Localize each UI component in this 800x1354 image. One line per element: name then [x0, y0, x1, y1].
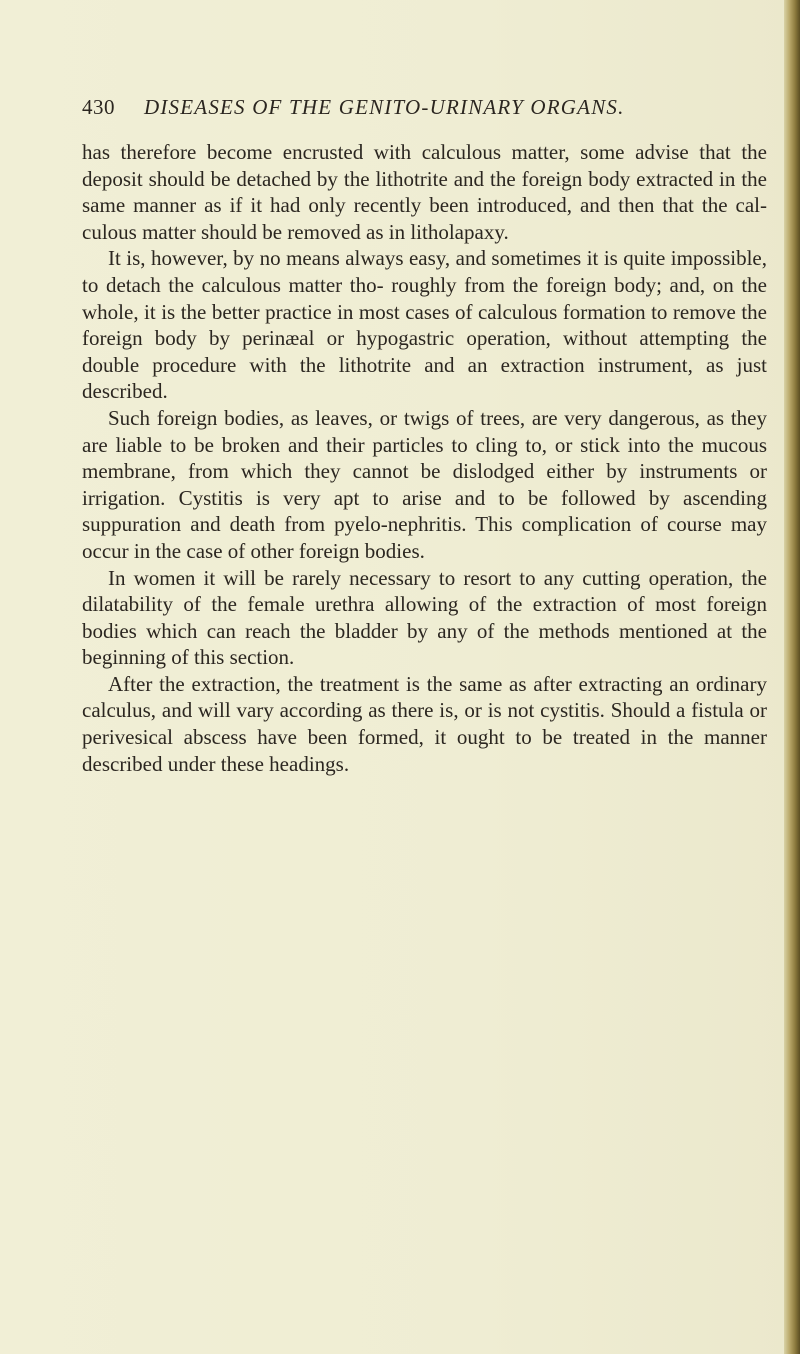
- running-header: [82, 92, 722, 122]
- paragraph: has therefore become encrusted with calculous matter, some advise that the deposit should be detached by the lithotrite and the foreign body extracted in the same manner as if it had only recently been introduced, and then that the cal- culous matter should be removed as in litholapaxy.: [82, 140, 767, 244]
- paragraph: Such foreign bodies, as leaves, or twigs of trees, are very dangerous, as they are liable to be broken and their particles to cling to, or stick into the mucous membrane, from which they cannot be dislodged either by instruments or irrigation. Cystitis is very apt to arise and to be followed by ascending suppuration and death from pyelo-nephritis. This complication of course may occur in the case of other foreign bodies.: [82, 405, 767, 563]
- body-text: [82, 139, 767, 777]
- paragraph: It is, however, by no means always easy, and sometimes it is quite impossible, to detach the calculous matter tho- roughly from the foreign body; and, on the whole, it is the better practice in most cases of calculous formation to remove the foreign body by perinæal or hypogastric operation, without attempting the double procedure with the lithotrite and an extraction instrument, as just described.: [82, 246, 767, 404]
- page-edge: [784, 0, 800, 1354]
- running-title: DISEASES OF THE GENITO-URINARY ORGANS.: [144, 95, 625, 119]
- page-number: 430: [82, 95, 115, 119]
- paragraph: After the extraction, the treatment is the same as after extracting an ordinary calculus, and will vary according as there is, or is not cystitis. Should a fistula or perivesical abscess have been formed, it ought to be treated in the manner described under these headings.: [82, 671, 767, 776]
- paragraph: In women it will be rarely necessary to resort to any cutting operation, the dilatability of the female urethra allowing of the extraction of most foreign bodies which can reach the bladder by any of the methods mentioned at the beginning of this section.: [82, 565, 767, 670]
